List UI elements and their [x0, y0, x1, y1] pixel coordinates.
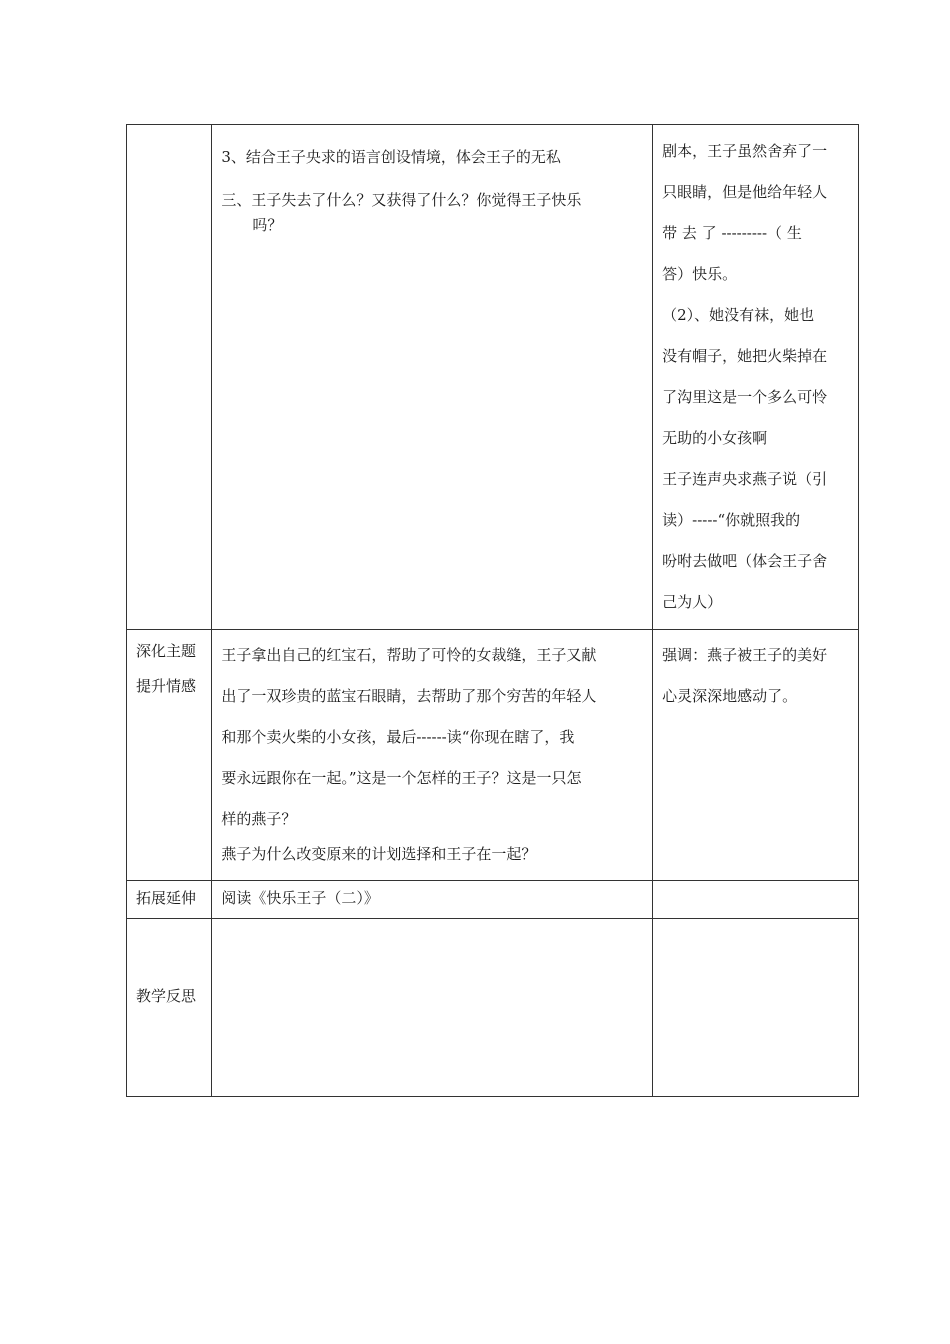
table-row: [127, 630, 859, 881]
row-label: 拓展延伸: [136, 889, 197, 907]
row-label-cell: [127, 919, 212, 1097]
notes-line: 心灵深深地感动了。: [662, 687, 798, 705]
notes-line: 答）快乐。: [662, 265, 738, 283]
notes-line: 没有帽子，她把火柴掉在: [662, 347, 828, 365]
row-label: 提升情感: [136, 677, 197, 695]
notes-line: 剧本，王子虽然舍弃了一: [662, 142, 828, 160]
content-line: 要永远跟你在一起。”这是一个怎样的王子？这是一只怎: [221, 769, 582, 787]
row-label: 教学反思: [136, 987, 197, 1005]
lesson-plan-table: [126, 124, 859, 1097]
notes-line: 吩咐去做吧（体会王子舍: [662, 552, 828, 570]
row-label: 深化主题: [136, 642, 197, 660]
content-line: 阅读《快乐王子（二）》: [221, 889, 379, 907]
row-label-cell: [127, 881, 212, 919]
content-cell: [212, 630, 653, 881]
row-label-cell: [127, 125, 212, 630]
notes-line: 无助的小女孩啊: [662, 429, 768, 447]
notes-line: 王子连声央求燕子说（引: [662, 470, 828, 488]
content-line: 样的燕子？: [221, 810, 297, 828]
content-paragraph: 吗？: [252, 216, 283, 234]
content-paragraph: 三、王子失去了什么？又获得了什么？你觉得王子快乐: [221, 191, 582, 209]
notes-line: 己为人）: [662, 593, 723, 611]
content-cell: [212, 881, 653, 919]
notes-line: 带 去 了 ---------（ 生: [662, 224, 802, 242]
content-paragraph: 3、结合王子央求的语言创设情境，体会王子的无私: [221, 148, 561, 166]
notes-line: 读）-----“你就照我的: [662, 511, 801, 529]
notes-cell: [653, 881, 859, 919]
table-row: [127, 919, 859, 1097]
notes-cell: [653, 919, 859, 1097]
notes-line: 了沟里这是一个多么可怜: [662, 388, 828, 406]
content-line: 和那个卖火柴的小女孩，最后------读“你现在瞎了，我: [221, 728, 575, 746]
notes-line: （2）、她没有袜，她也: [662, 306, 815, 324]
table-row: [127, 125, 859, 630]
notes-line: 强调：燕子被王子的美好: [662, 646, 828, 664]
content-cell: [212, 125, 653, 630]
content-line: 出了一双珍贵的蓝宝石眼睛，去帮助了那个穷苦的年轻人: [221, 687, 597, 705]
content-cell: [212, 919, 653, 1097]
content-line: 王子拿出自己的红宝石，帮助了可怜的女裁缝，王子又献: [221, 646, 597, 664]
notes-cell: [653, 630, 859, 881]
notes-cell: [653, 125, 859, 630]
row-label-cell: [127, 630, 212, 881]
content-line: 燕子为什么改变原来的计划选择和王子在一起？: [221, 845, 537, 863]
notes-line: 只眼睛，但是他给年轻人: [662, 183, 828, 201]
table-row: [127, 881, 859, 919]
